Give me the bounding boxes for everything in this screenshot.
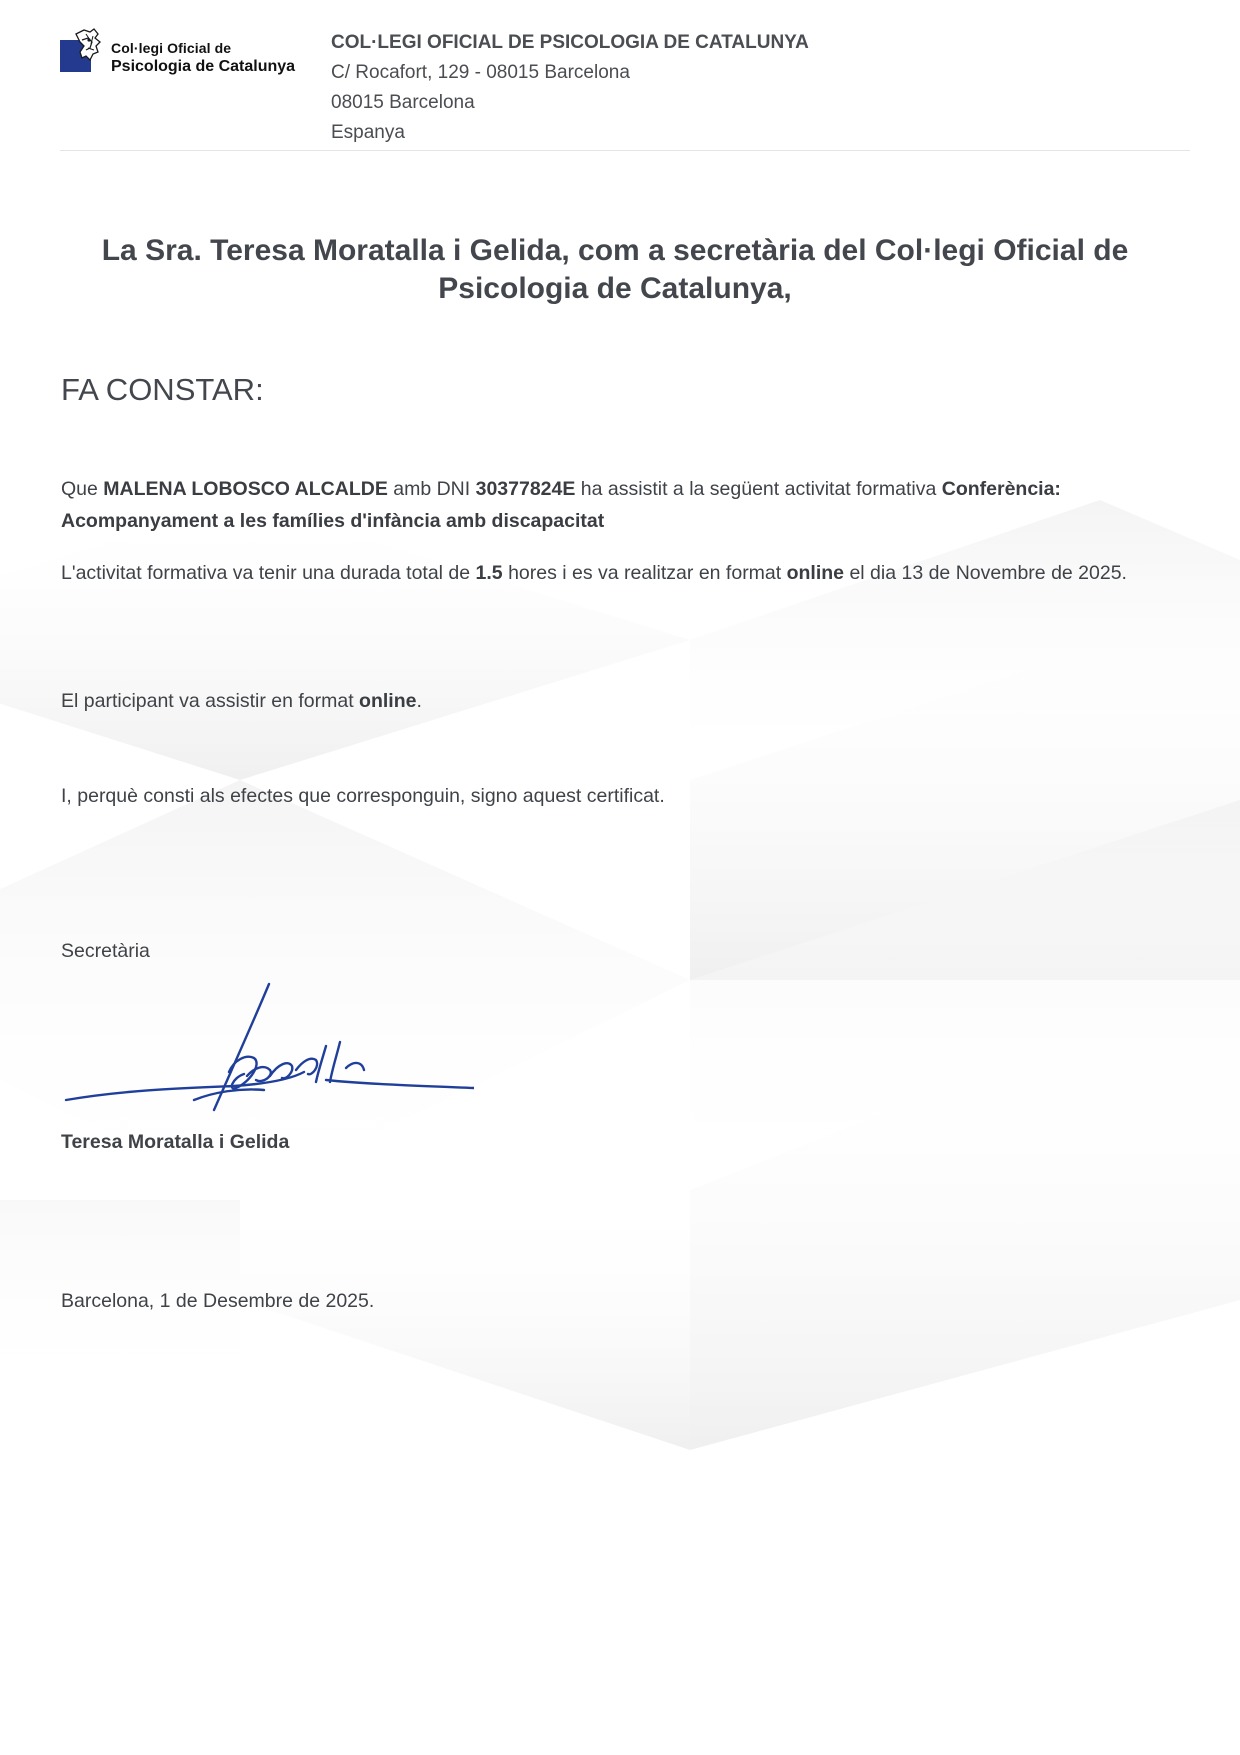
address-line-3: Espanya — [331, 122, 405, 143]
closing-statement: I, perquè consti als efectes que corresponguin, signo aquest certificat. — [61, 785, 665, 807]
logo-text-line2: Psicologia de Catalunya — [111, 58, 296, 75]
participant-dni: 30377824E — [475, 478, 576, 500]
text-segment: L'activitat formativa va tenir una durada total de — [61, 562, 476, 584]
attendance-statement — [61, 473, 1171, 537]
address-line-2: 08015 Barcelona — [331, 92, 475, 113]
activity-duration-statement — [61, 557, 1171, 589]
text-segment: Que — [61, 478, 104, 500]
signer-name: Teresa Moratalla i Gelida — [61, 1131, 290, 1153]
address-line-1: C/ Rocafort, 129 - 08015 Barcelona — [331, 62, 630, 83]
text-segment: el dia 13 de Novembre de 2025. — [844, 562, 1127, 584]
text-segment: El participant va assistir en format — [61, 690, 360, 712]
letterhead — [60, 28, 1190, 151]
activity-format: online — [786, 562, 845, 584]
text-segment: amb DNI — [387, 478, 476, 500]
participant-format-statement — [61, 685, 1171, 717]
certificate-title: La Sra. Teresa Moratalla i Gelida, com a secretària del Col·legi Oficial de Psicologia de Catalunya, — [101, 234, 1129, 305]
copc-logo-icon — [60, 28, 108, 74]
activity-name: Conferència: Acompanyament a les famílies d'infància amb discapacitat — [61, 478, 1061, 532]
signer-role: Secretària — [61, 940, 150, 962]
logo-text-line1: Col·legi Oficial de — [111, 40, 232, 56]
declaration-heading: FA CONSTAR: — [61, 372, 264, 407]
place-and-date: Barcelona, 1 de Desembre de 2025. — [61, 1290, 375, 1312]
activity-hours: 1.5 — [475, 562, 503, 584]
handwritten-signature — [64, 980, 474, 1120]
text-segment: ha assistit a la següent activitat formativa — [575, 478, 942, 500]
organization-logo — [60, 28, 320, 88]
organization-name: COL·LEGI OFICIAL DE PSICOLOGIA DE CATALUNYA — [331, 32, 809, 53]
participant-name: MALENA LOBOSCO ALCALDE — [103, 478, 388, 500]
text-segment: . — [416, 690, 422, 712]
participant-format: online — [359, 690, 417, 712]
text-segment: hores i es va realitzar en format — [502, 562, 787, 584]
organization-address — [331, 28, 809, 148]
